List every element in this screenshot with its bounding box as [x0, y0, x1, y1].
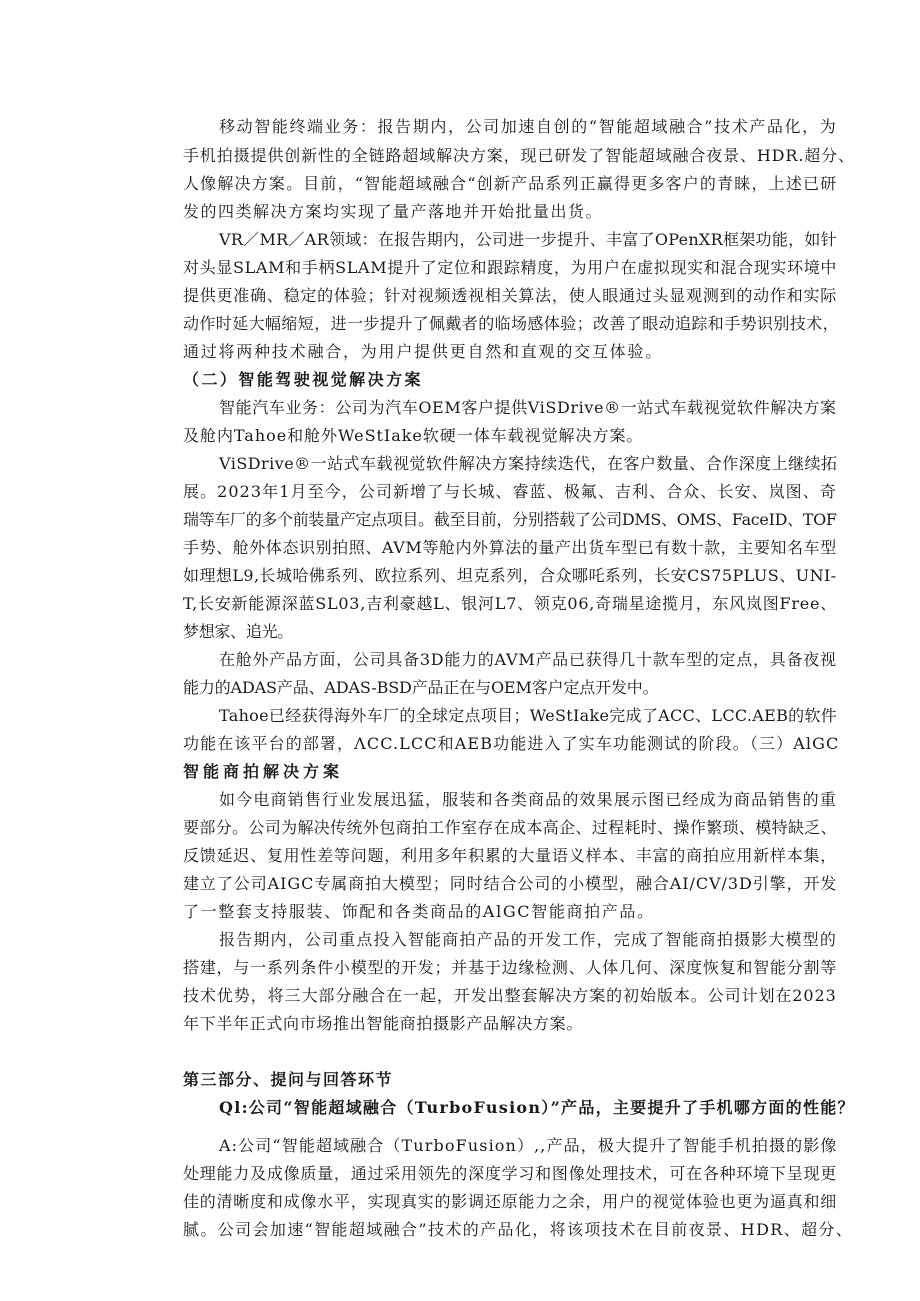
paragraph-visdrive-line-6: T,长安新能源深蓝SL03,吉利豪越L、银河L7、领克06,奇瑞星途揽月，东风岚图Free、: [183, 594, 838, 613]
paragraph-xr-line-3: 提供更准确、稳定的体验；针对视频透视相关算法，使人眼通过头显观测到的动作和实际: [183, 286, 838, 305]
paragraph-visdrive-line-5: 如理想L9,长城哈佛系列、欧拉系列、坦克系列，合众哪吒系列，长安CS75PLUS、UNI-: [183, 566, 837, 585]
paragraph-visdrive-line-3: 瑞等车厂的多个前装量产定点项目。截至目前，分别搭载了公司DMS、OMS、FaceID、TOF: [183, 510, 837, 529]
paragraph-mobile-line-4: 发的四类解决方案均实现了量产落地并开始批量出货。: [183, 202, 604, 221]
answer-1-line-2: 处理能力及成像质量，通过采用领先的深度学习和图像处理技术，可在各种环境下呈现更: [183, 1164, 838, 1183]
paragraph-report-line-4: 年下半年正式向市场推出智能商拍摄影产品解决方案。: [183, 1014, 584, 1033]
paragraph-tahoe-line-2: 功能在该平台的部署，ΛCC.LCC和AEB功能进入了实车功能测试的阶段。（三）AlGC: [183, 734, 840, 753]
question-1: Ql:公司“智能超域融合（TurboFusion）”产品，主要提升了手机哪方面的性能？: [219, 1098, 855, 1117]
paragraph-tahoe-line-1: Tahoe已经获得海外车厂的全球定点项目；WeStIake完成了ACC、LCC.AEB的软件: [219, 706, 838, 725]
section-heading-aigc: 智能商拍解决方案: [183, 762, 344, 781]
paragraph-visdrive-line-2: 展。2023年1月至今，公司新增了与长城、睿蓝、极氟、吉利、合众、长安、岚图、奇: [183, 482, 837, 501]
paragraph-xr-line-4: 动作时延大幅缩短，进一步提升了佩戴者的临场感体验；改善了眼动追踪和手势识别技术，: [183, 314, 840, 333]
paragraph-exterior-line-1: 在舱外产品方面，公司具备3D能力的AVM产品已获得几十款车型的定点，具备夜视: [219, 650, 837, 669]
paragraph-auto-line-2: 及舱内Tahoe和舱外WeStIake软硬一体车载视觉解决方案。: [183, 426, 644, 445]
paragraph-ecommerce-line-4: 建立了公司AIGC专属商拍大模型；同时结合公司的小模型，融合AI/CV/3D引擎，开发: [183, 874, 838, 893]
paragraph-ecommerce-line-5: 了一整套支持服装、饰配和各类商品的AlGC智能商拍产品。: [183, 902, 655, 921]
section-heading-qa: 第三部分、提问与回答环节: [183, 1070, 394, 1089]
paragraph-xr-line-5: 通过将两种技术融合，为用户提供更自然和直观的交互体验。: [183, 342, 664, 361]
paragraph-exterior-line-2: 能力的ADAS产品、ADAS-BSD产品正在与OEM客户定点开发中。: [183, 678, 659, 697]
answer-1-line-4: 腻。公司会加速“智能超域融合”技术的产品化，将该项技术在目前夜景、HDR、超分、: [183, 1220, 854, 1239]
paragraph-mobile-line-1: 移动智能终端业务：报告期内，公司加速自创的“智能超域融合”技术产品化，为: [219, 117, 838, 136]
paragraph-visdrive-line-7: 梦想家、追光。: [183, 622, 294, 641]
paragraph-ecommerce-line-2: 要部分。公司为解决传统外包商拍工作室存在成本高企、过程耗时、操作繁琐、模特缺乏、: [183, 818, 838, 837]
paragraph-ecommerce-line-3: 反馈延迟、复用性差等问题，利用多年积累的大量语义样本、丰富的商拍应用新样本集，: [183, 846, 838, 865]
answer-1-line-3: 佳的清晰度和成像水平，实现真实的影调还原能力之余，用户的视觉体验也更为逼真和细: [183, 1192, 838, 1211]
paragraph-report-line-2: 搭建，与一系列条件小模型的开发；并基于边缘检测、人体几何、深度恢复和智能分割等: [183, 958, 838, 977]
paragraph-report-line-1: 报告期内，公司重点投入智能商拍产品的开发工作，完成了智能商拍摄影大模型的: [219, 930, 838, 949]
answer-1-line-1: A:公司“智能超域融合（TurboFusion）,,产品，极大提升了智能手机拍摄的影像: [219, 1136, 838, 1155]
paragraph-mobile-line-2: 手机拍摄提供创新性的全链路超域解决方案，现已研发了智能超域融合夜景、HDR.超分、: [183, 146, 855, 165]
paragraph-ecommerce-line-1: 如今电商销售行业发展迅猛，服装和各类商品的效果展示图已经成为商品销售的重: [219, 790, 838, 809]
section-heading-driving: （二）智能驾驶视觉解决方案: [183, 370, 424, 389]
paragraph-visdrive-line-4: 手势、舱外体态识别拍照、AVM等舱内外算法的量产出货车型已有数十款，主要知名车型: [183, 538, 837, 557]
paragraph-mobile-line-3: 人像解决方案。目前，“智能超域融合“创新产品系列正赢得更多客户的青睐，上述已研: [183, 174, 838, 193]
paragraph-report-line-3: 技术优势，将三大部分融合在一起，开发出整套解决方案的初始版本。公司计划在2023: [183, 986, 837, 1005]
paragraph-xr-line-2: 对头显SLAM和手柄SLAM提升了定位和跟踪精度，为用户在虚拟现实和混合现实环境中: [183, 258, 838, 277]
paragraph-auto-line-1: 智能汽车业务：公司为汽车OEM客户提供ViSDrive®一站式车载视觉软件解决方案: [219, 398, 837, 417]
paragraph-xr-line-1: VR／MR／AR领域：在报告期内，公司进一步提升、丰富了OPenXR框架功能，如针: [219, 230, 838, 249]
paragraph-visdrive-line-1: ViSDrive®一站式车载视觉软件解决方案持续迭代，在客户数量、合作深度上继续拓: [219, 454, 838, 473]
